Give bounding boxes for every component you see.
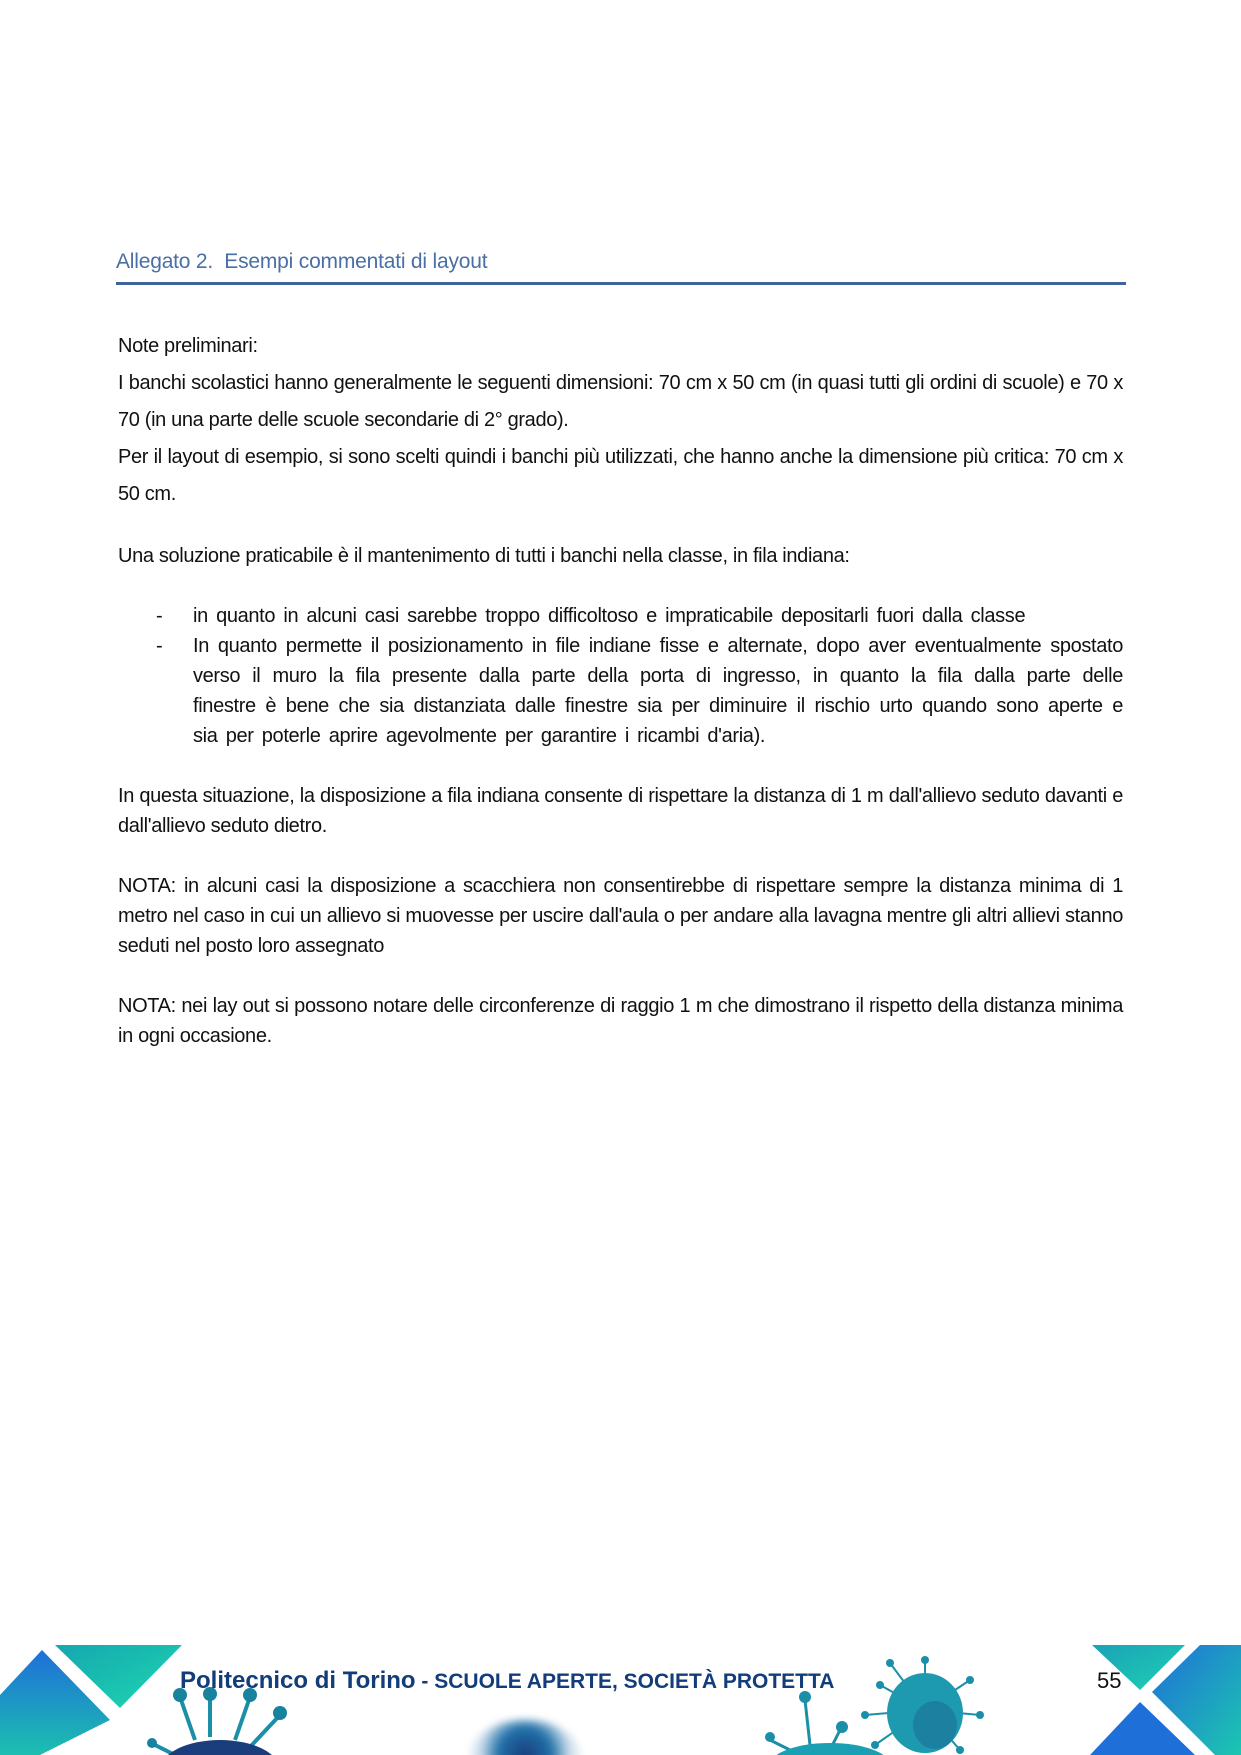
footer-banner — [0, 1640, 1241, 1755]
footer-title — [180, 1667, 834, 1695]
institution-name: Politecnico di Torino — [180, 1667, 416, 1694]
situation-paragraph: In questa situazione, la disposizione a fila indiana consente di rispettare la distanza di 1 m dall'allievo seduto davanti e dall'allievo seduto dietro. — [118, 785, 1123, 837]
reasons-list — [118, 601, 1123, 751]
intro-heading: Note preliminari: — [118, 335, 258, 357]
list-item — [118, 601, 1123, 631]
page-number: 55 — [1097, 1668, 1122, 1693]
title-separator: - — [415, 1670, 435, 1693]
intro-paragraph-dimensions: I banchi scolastici hanno generalmente le seguenti dimensioni: 70 cm x 50 cm (in quasi tutti gli ordini di scuole) e 70 x 70 (in una parte delle scuole secondarie di 2° grado). — [118, 372, 1123, 431]
section-title: Allegato 2. Esempi commentati di layout — [116, 250, 488, 273]
list-item-text: In quanto permette il posizionamento in file indiane fisse e alternate, dopo aver eventualmente spostato verso il muro la fila presente dalla parte della porta di ingresso, in quanto la fila dalla parte delle finestre è bene che sia distanziata dalle finestre sia per diminuire il rischio urto quando sono aperte e sia per poterle aprire agevolmente per garantire i ricambi d'aria). — [193, 635, 1123, 747]
note-paragraph-checkerboard: NOTA: in alcuni casi la disposizione a scacchiera non consentirebbe di rispettare sempre la distanza minima di 1 metro nel caso in cui un allievo si muovesse per uscire dall'aula o per andare alla lavagna mentre gli altri allievi stanno seduti nel posto loro assegnato — [118, 875, 1123, 957]
virus-illustration-icon — [130, 1685, 310, 1755]
project-slogan: SCUOLE APERTE, SOCIETÀ PROTETTA — [434, 1670, 835, 1693]
bullet-dash: - — [156, 605, 163, 627]
solution-paragraph: Una soluzione praticabile è il mantenimento di tutti i banchi nella classe, in fila indiana: — [118, 545, 850, 567]
page-header — [116, 248, 1126, 285]
header-divider — [116, 282, 1126, 285]
note-paragraph-circles: NOTA: nei lay out si possono notare delle circonferenze di raggio 1 m che dimostrano il rispetto della distanza minima in ogni occasione. — [118, 995, 1123, 1047]
intro-paragraph-layout-choice: Per il layout di esempio, si sono scelti quindi i banchi più utilizzati, che hanno anche la dimensione più critica: 70 cm x 50 cm. — [118, 446, 1123, 505]
right-geometric-shapes-icon — [1090, 1640, 1241, 1755]
blurred-virus-icon — [470, 1720, 580, 1755]
document-body — [118, 328, 1123, 1051]
list-item — [118, 631, 1123, 751]
bullet-dash: - — [156, 635, 163, 657]
list-item-text: in quanto in alcuni casi sarebbe troppo difficoltoso e impraticabile depositarli fuori dalla classe — [193, 605, 1026, 627]
